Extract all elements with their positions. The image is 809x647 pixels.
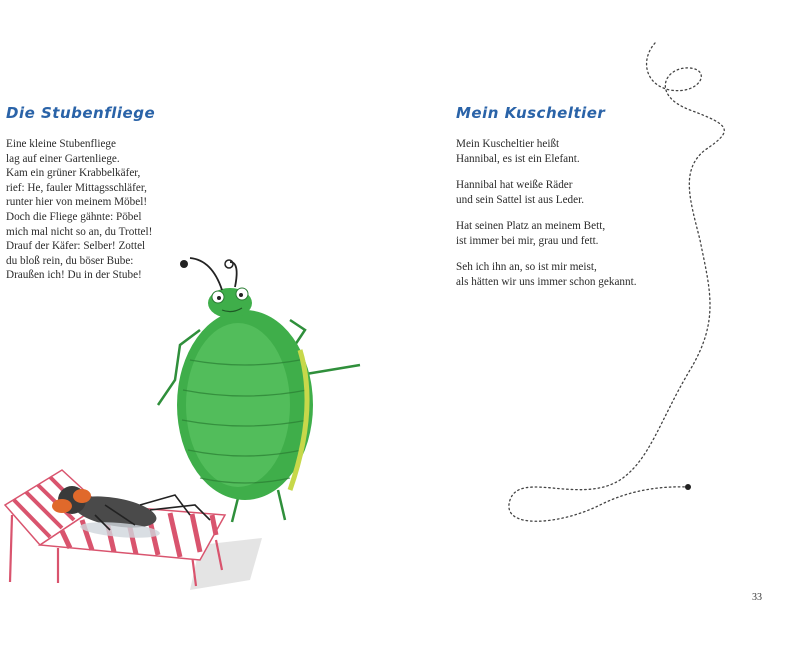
fly-flight-path — [509, 43, 724, 521]
poem-line: und sein Sattel ist aus Leder. — [456, 193, 585, 206]
page-number: 33 — [752, 592, 762, 603]
poem-line: Eine kleine Stubenfliege — [6, 138, 116, 150]
poem-line: Seh ich ihn an, so ist mir meist, — [456, 260, 597, 273]
poem-line: Hannibal hat weiße Räder — [456, 178, 573, 191]
poem-title-stubenfliege: Die Stubenfliege — [6, 104, 156, 122]
beetle — [158, 258, 360, 522]
poem-line: Hat seinen Platz an meinem Bett, — [456, 219, 606, 232]
poem-line: du bloß rein, du böser Bube: — [6, 254, 134, 267]
poem-line: Draußen ich! Du in der Stube! — [6, 269, 142, 282]
poem-line: Mein Kuscheltier heißt — [456, 138, 560, 150]
poem-line: Drauf der Käfer: Selber! Zottel — [6, 240, 146, 253]
poem-line: mich mal nicht so an, du Trottel! — [6, 225, 153, 238]
poem-line: ist immer bei mir, grau und fett. — [456, 234, 599, 247]
poem-title-kuscheltier: Mein Kuscheltier — [456, 104, 606, 122]
fly-icon — [685, 484, 691, 490]
poem-line: Hannibal, es ist ein Elefant. — [456, 152, 580, 165]
poem-line: lag auf einer Gartenliege. — [6, 152, 120, 165]
poem-line: rief: He, fauler Mittagsschläfer, — [6, 181, 147, 194]
poem-line: als hätten wir uns immer schon gekannt. — [456, 275, 637, 288]
poem-line: runter hier von meinem Möbel! — [6, 196, 148, 209]
poem-line: Doch die Fliege gähnte: Pöbel — [6, 210, 142, 223]
poem-line: Kam ein grüner Krabbelkäfer, — [6, 167, 141, 180]
